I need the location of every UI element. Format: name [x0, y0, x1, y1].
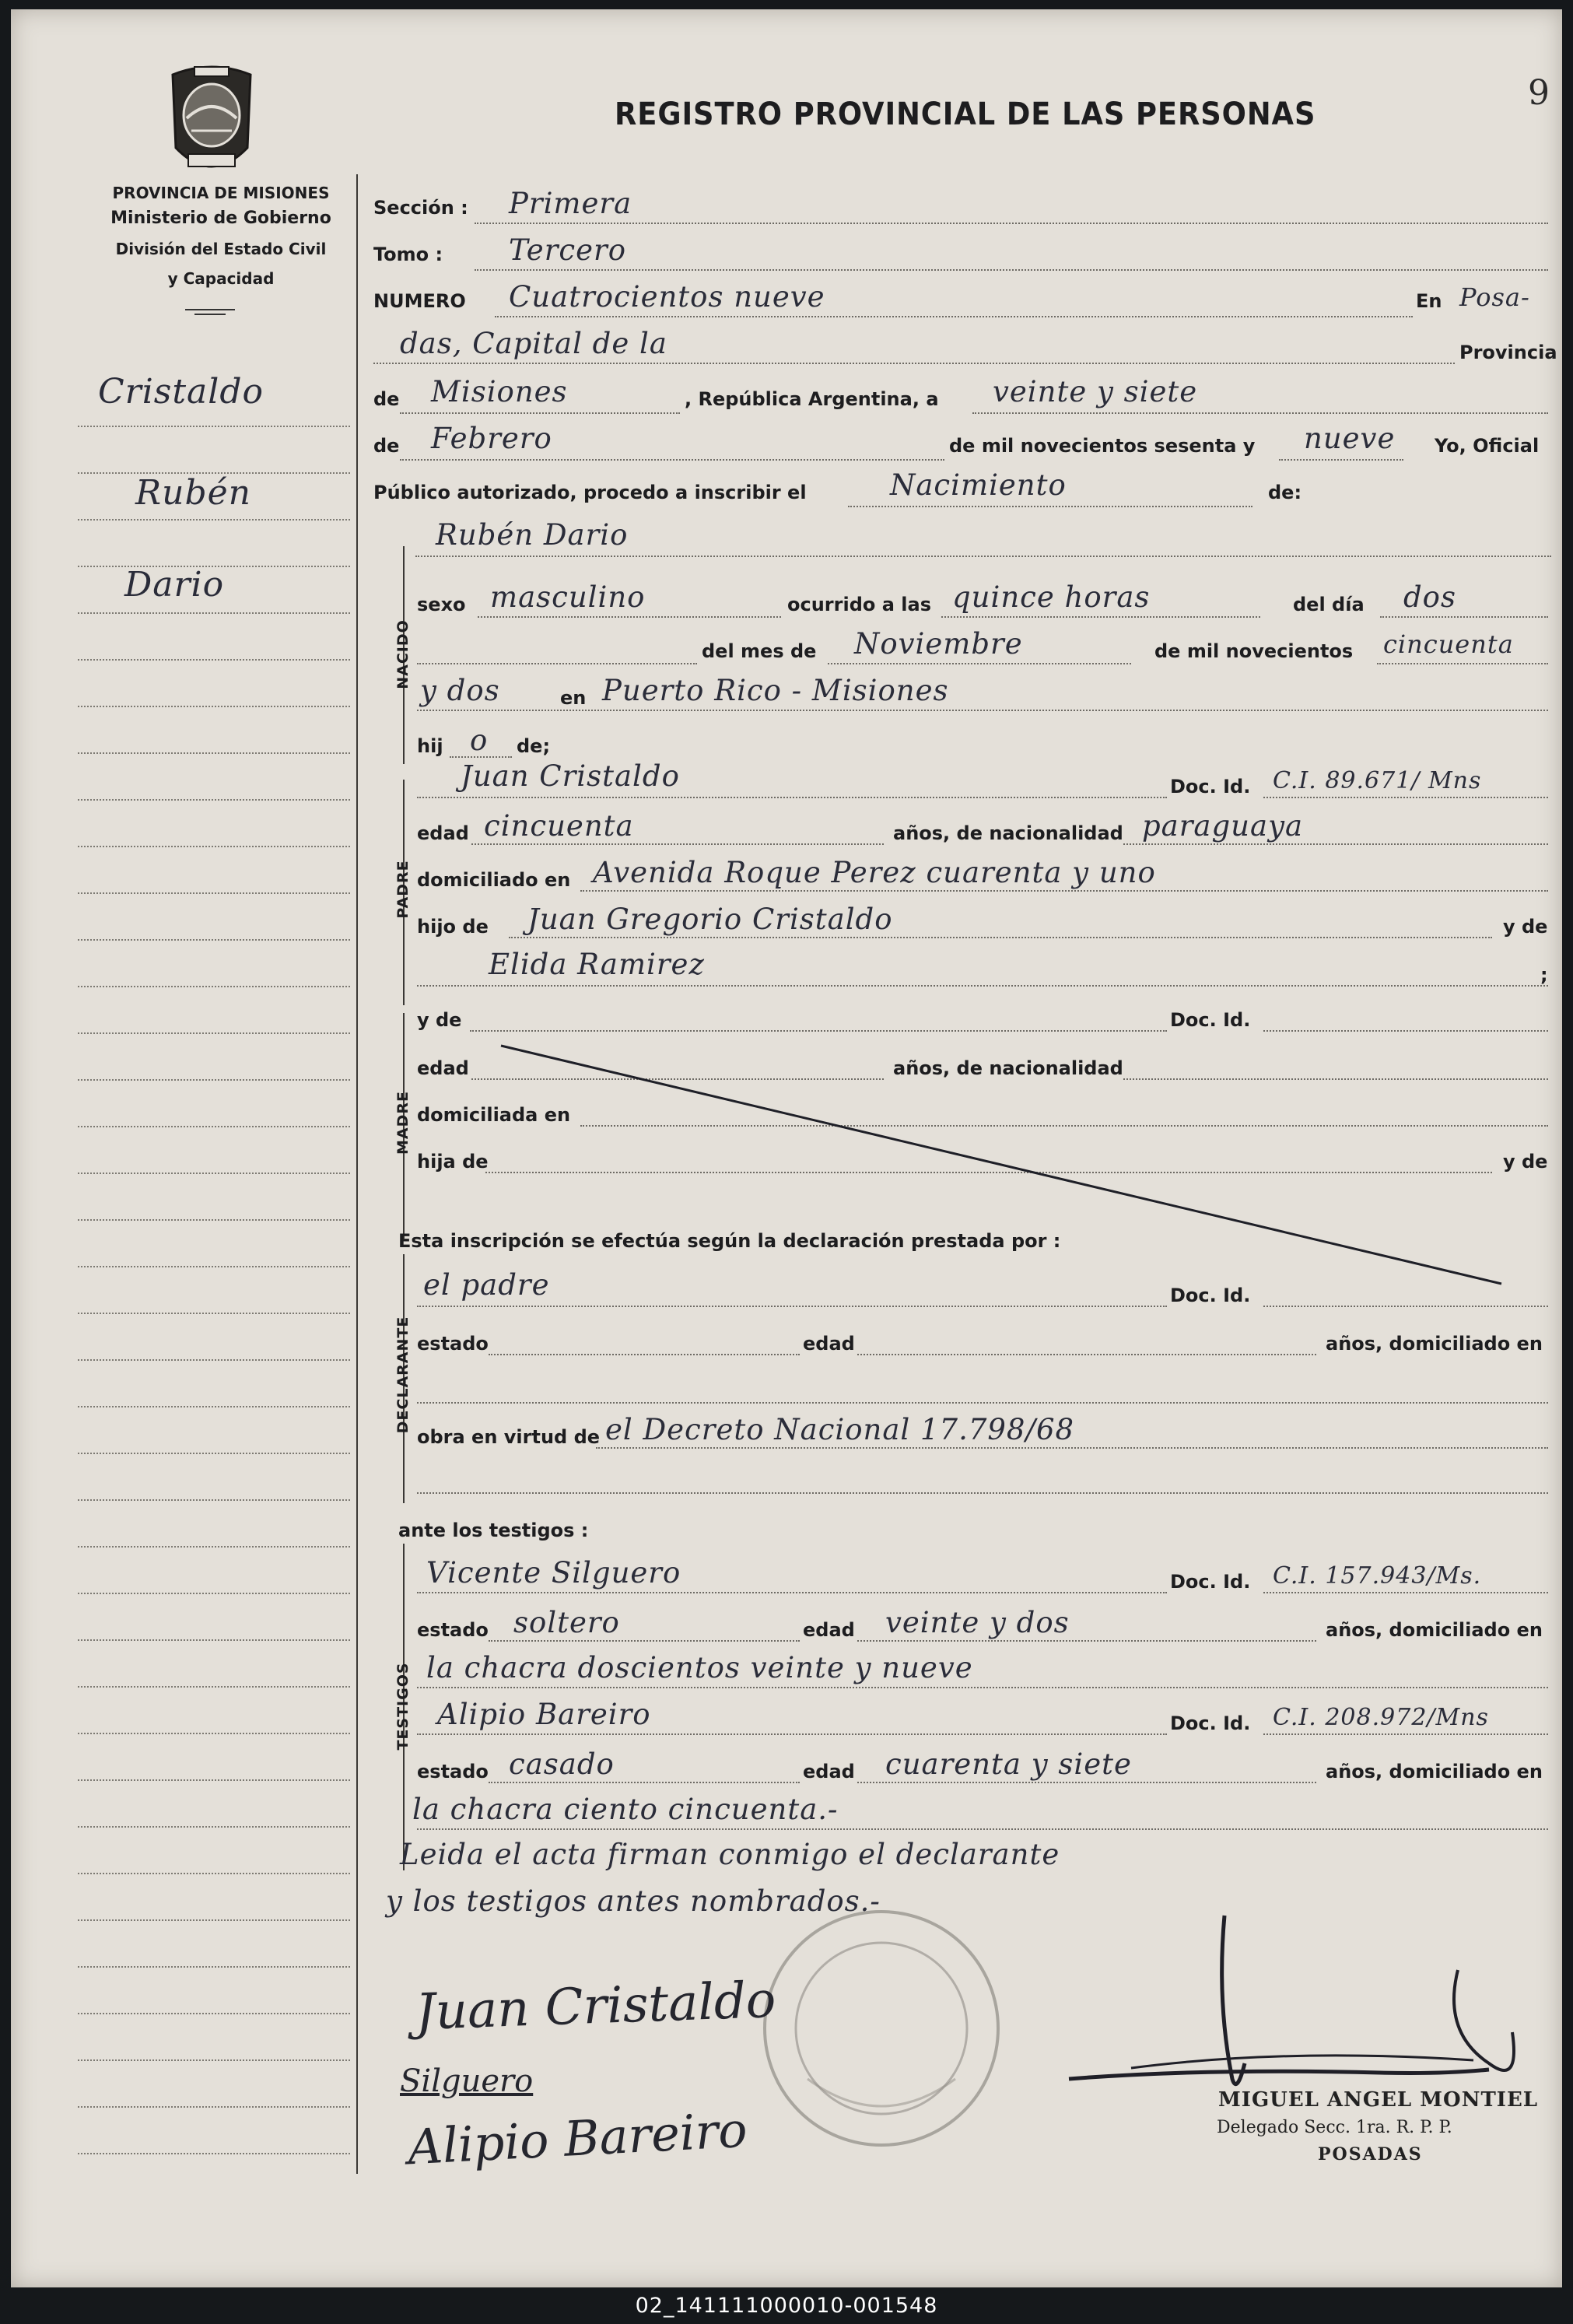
closing-line-1: Leida el acta firman conmigo el declarante [400, 1838, 1060, 1871]
value-provincia: Misiones [431, 375, 568, 408]
value-declarante: el padre [423, 1268, 550, 1302]
value-testigo2-edad: cuarenta y siete [885, 1747, 1132, 1781]
label-publico: Público autorizado, procedo a inscribir el [373, 482, 807, 503]
label-doc-declarante: Doc. Id. [1170, 1285, 1251, 1306]
signature-witness-2: Alipio Bareiro [406, 2101, 749, 2176]
label-domiciliada: domiciliada en [417, 1104, 571, 1126]
label-de-mil-nov: de mil novecientos [1154, 640, 1354, 662]
margin-second-name: Dario [124, 565, 225, 605]
label-de-colon: de: [1268, 482, 1302, 503]
label-anios-nac-madre: años, de nacionalidad [893, 1057, 1123, 1079]
value-testigo1-estado: soltero [513, 1606, 620, 1639]
label-estado-testigo2: estado [417, 1761, 489, 1782]
label-inscripcion: Esta inscripción se efectúa según la declaración prestada por : [398, 1230, 1061, 1252]
label-de-mil: de mil novecientos sesenta y [949, 435, 1256, 457]
official-seal-icon [753, 1900, 1010, 2157]
margin-surname: Cristaldo [98, 372, 264, 412]
label-y-de-madre-2: y de [1503, 1151, 1548, 1173]
label-provincia: Provincia [1459, 342, 1557, 363]
section-label-madre: MADRE [394, 1091, 412, 1155]
margin-first-name: Rubén [135, 473, 252, 513]
label-sexo: sexo [417, 594, 466, 615]
label-hij: hij [417, 735, 443, 757]
org-line-1: PROVINCIA DE MISIONES [112, 184, 330, 202]
value-numero: Cuatrocientos nueve [509, 280, 825, 314]
value-decreto: el Decreto Nacional 17.798/68 [605, 1413, 1075, 1446]
label-anios-dom-declarante: años, domiciliado en [1326, 1333, 1543, 1355]
value-seccion: Primera [509, 187, 632, 220]
org-line-4: y Capacidad [167, 269, 275, 288]
value-acto: Nacimiento [890, 468, 1067, 502]
signature-father: Juan Cristaldo [414, 1971, 777, 2042]
label-de-2: de [373, 435, 400, 457]
label-en-lugar: en [560, 687, 587, 709]
page-number: 9 [1528, 73, 1550, 113]
label-y-de-padre: y de [1503, 916, 1548, 938]
value-dia: veinte y siete [993, 375, 1198, 408]
label-doc-padre: Doc. Id. [1170, 776, 1251, 797]
value-testigo1-edad: veinte y dos [885, 1606, 1070, 1639]
value-lugar: Puerto Rico - Misiones [602, 674, 949, 707]
label-semicolon: ; [1540, 964, 1548, 986]
label-yo-oficial: Yo, Oficial [1435, 435, 1540, 457]
label-edad-padre: edad [417, 822, 469, 844]
value-padre-nombre: Juan Cristaldo [461, 759, 680, 793]
value-padre-nacionalidad: paraguaya [1142, 809, 1304, 843]
value-padre-doc: C.I. 89.671/ Mns [1273, 767, 1482, 794]
label-republica: , República Argentina, a [685, 388, 939, 410]
section-label-padre: PADRE [394, 860, 412, 919]
value-mes-nac: Noviembre [854, 627, 1023, 661]
org-divider-top [185, 309, 235, 310]
value-testigo1-doc: C.I. 157.943/Ms. [1273, 1562, 1482, 1590]
official-signature-icon [1053, 1908, 1520, 2110]
value-ciudad: das, Capital de la [400, 327, 667, 360]
document-title: REGISTRO PROVINCIAL DE LAS PERSONAS [615, 96, 1316, 132]
value-testigo2: Alipio Bareiro [437, 1698, 651, 1731]
closing-line-2: y los testigos antes nombrados.- [386, 1884, 881, 1918]
signature-witness-1: Silguero [400, 2063, 534, 2099]
section-label-testigos: TESTIGOS [394, 1662, 412, 1751]
org-line-3: División del Estado Civil [115, 240, 327, 258]
label-anios-dom-testigo1: años, domiciliado en [1326, 1619, 1543, 1641]
label-obra: obra en virtud de [417, 1426, 601, 1448]
label-anios-nac-padre: años, de nacionalidad [893, 822, 1123, 844]
value-mes: Febrero [431, 422, 552, 455]
value-sexo: masculino [490, 580, 646, 614]
value-hij-suffix: o [470, 724, 489, 757]
cross-out-line [478, 1036, 1536, 1301]
org-line-2: Ministerio de Gobierno [110, 209, 331, 228]
value-testigo2-estado: casado [509, 1747, 615, 1781]
label-doc-testigo1: Doc. Id. [1170, 1571, 1251, 1593]
label-tomo: Tomo : [373, 244, 443, 265]
value-en: Posa- [1459, 282, 1530, 312]
label-de-semicolon: de; [517, 735, 551, 757]
value-testigo1-domicilio: la chacra doscientos veinte y nueve [426, 1651, 973, 1684]
label-hija-de: hija de [417, 1151, 489, 1173]
value-testigo1: Vicente Silguero [426, 1556, 681, 1590]
label-doc-madre: Doc. Id. [1170, 1009, 1251, 1031]
label-seccion: Sección : [373, 197, 468, 219]
value-anio-nac-2: y dos [420, 674, 500, 707]
label-testigos: ante los testigos : [398, 1520, 589, 1541]
value-padre-domicilio: Avenida Roque Perez cuarenta y uno [593, 856, 1156, 889]
provincial-crest-icon [160, 64, 263, 182]
value-nombre: Rubén Dario [436, 518, 629, 552]
label-y-de-madre: y de [417, 1009, 462, 1031]
label-doc-testigo2: Doc. Id. [1170, 1712, 1251, 1734]
label-anios-dom-testigo2: años, domiciliado en [1326, 1761, 1543, 1782]
official-title: Delegado Secc. 1ra. R. P. P. [1217, 2118, 1452, 2137]
org-divider-bottom [194, 314, 226, 315]
value-tomo: Tercero [509, 233, 626, 267]
value-dia-nac: dos [1403, 580, 1456, 614]
label-edad-testigo1: edad [803, 1619, 855, 1641]
label-del-dia: del día [1293, 594, 1365, 615]
label-de-1: de [373, 388, 400, 410]
label-edad-declarante: edad [803, 1333, 855, 1355]
section-label-nacido: NACIDO [394, 619, 412, 689]
label-estado-declarante: estado [417, 1333, 489, 1355]
label-estado-testigo1: estado [417, 1619, 489, 1641]
main-vertical-rule [356, 174, 358, 2174]
label-domiciliado-padre: domiciliado en [417, 869, 571, 891]
label-numero: NUMERO [373, 290, 466, 312]
label-hijo-de: hijo de [417, 916, 489, 938]
label-ocurrido: ocurrido a las [787, 594, 931, 615]
label-del-mes: del mes de [702, 640, 817, 662]
label-edad-madre: edad [417, 1057, 469, 1079]
value-anio: nueve [1304, 422, 1396, 455]
value-padre-y-de: Elida Ramirez [489, 948, 705, 981]
label-en: En [1416, 290, 1442, 312]
value-anio-nac-1: cincuenta [1383, 629, 1514, 659]
label-edad-testigo2: edad [803, 1761, 855, 1782]
value-testigo2-doc: C.I. 208.972/Mns [1273, 1704, 1489, 1731]
value-padre-hijo-de: Juan Gregorio Cristaldo [527, 903, 893, 936]
registry-page [11, 9, 1562, 2287]
official-place: POSADAS [1318, 2144, 1423, 2165]
value-hora: quince horas [952, 580, 1151, 614]
section-label-declarante: DECLARANTE [394, 1316, 412, 1434]
file-name-label: 02_141111000010-001548 [635, 2294, 938, 2318]
value-padre-edad: cincuenta [484, 809, 634, 843]
official-name: MIGUEL ANGEL MONTIEL [1218, 2088, 1539, 2112]
value-testigo2-domicilio: la chacra ciento cincuenta.- [412, 1793, 839, 1826]
